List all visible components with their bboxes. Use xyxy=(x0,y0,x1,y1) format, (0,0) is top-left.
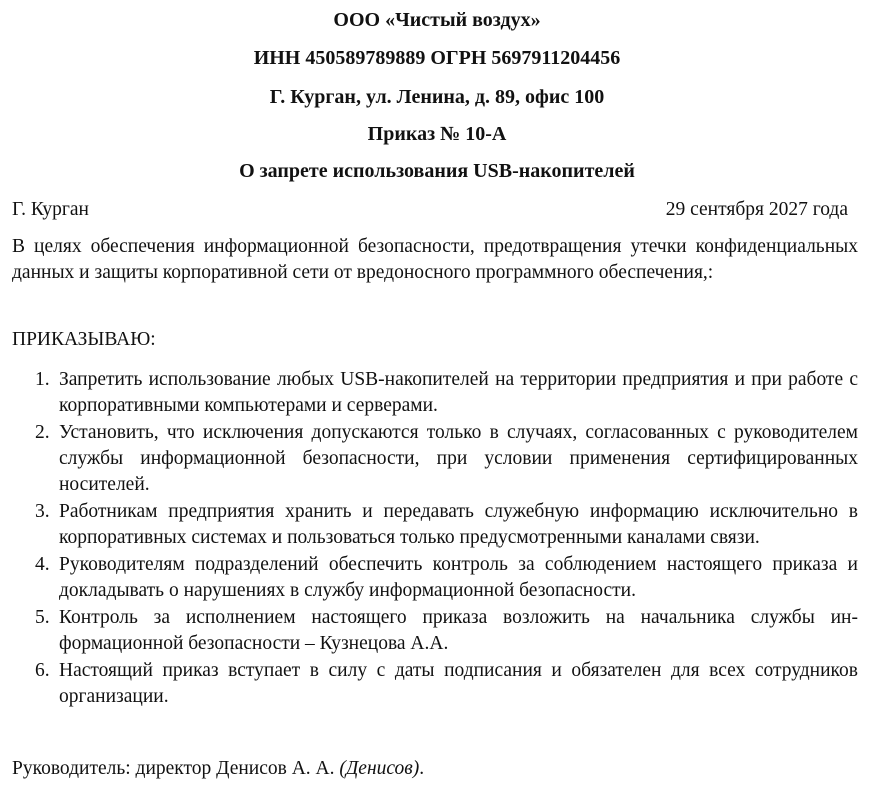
list-item xyxy=(35,605,858,657)
company-registration: ИНН 450589789889 ОГРН 5697911204456 xyxy=(253,47,621,69)
company-address: Г. Курган, ул. Ленина, д. 89, офис 100 xyxy=(269,86,605,108)
item-number: 6. xyxy=(35,660,50,681)
order-number: Приказ № 10-А xyxy=(367,123,507,145)
list-item xyxy=(35,367,858,419)
company-name: ООО «Чистый воздух» xyxy=(333,9,541,31)
list-item xyxy=(35,499,858,551)
item-number: 4. xyxy=(35,554,50,575)
item-number: 3. xyxy=(35,501,50,522)
signature-line xyxy=(12,757,424,781)
order-city: Г. Курган xyxy=(12,199,89,220)
order-word: ПРИКАЗЫВАЮ: xyxy=(12,329,156,350)
signature-name: (Денисов) xyxy=(339,758,420,779)
list-item xyxy=(35,658,858,710)
intro-paragraph: В целях обеспечения информационной безопасности, предотвращения утечки конфиденциальных данных и защиты корпоративной сети от вредоносного программного обеспечения,: xyxy=(12,236,858,283)
item-text: Работникам предприятия хранить и передавать служебную информацию исключительно в корпоративных системах и пользоваться только предусмотренными каналами связи. xyxy=(59,501,858,548)
item-text: Настоящий приказ вступает в силу с даты подписания и обязателен для всех сотрудников организации. xyxy=(59,660,858,707)
order-items-list xyxy=(35,367,858,711)
list-item xyxy=(35,420,858,498)
signature-end: . xyxy=(419,758,425,779)
order-date: 29 сентября 2027 года xyxy=(665,199,848,220)
item-text: Руководителям подразделений обеспечить контроль за соблюдением настоящего приказа и докладывать о нарушениях в службу информационной безопасности. xyxy=(59,554,858,601)
item-text: Контроль за исполнением настоящего приказа возложить на начальника службы информационной безопасности – Кузнецова А.А. xyxy=(59,607,858,654)
item-text: Запретить использование любых USB-накопителей на территории предприятия и при работе с корпоративными компьютерами и серверами. xyxy=(59,369,858,416)
item-text: Установить, что исключения допускаются только в случаях, согласованных с руководителем службы информационной безопасности, при условии применения сертифицированных носителей. xyxy=(59,422,858,495)
item-number: 1. xyxy=(35,369,50,390)
item-number: 2. xyxy=(35,422,50,443)
signature-label: Руководитель: директор Денисов А. А. xyxy=(12,758,335,779)
city-date-row xyxy=(12,198,848,222)
item-number: 5. xyxy=(35,607,50,628)
order-subject: О запрете использования USB-накопителей xyxy=(239,160,635,182)
list-item xyxy=(35,552,858,604)
